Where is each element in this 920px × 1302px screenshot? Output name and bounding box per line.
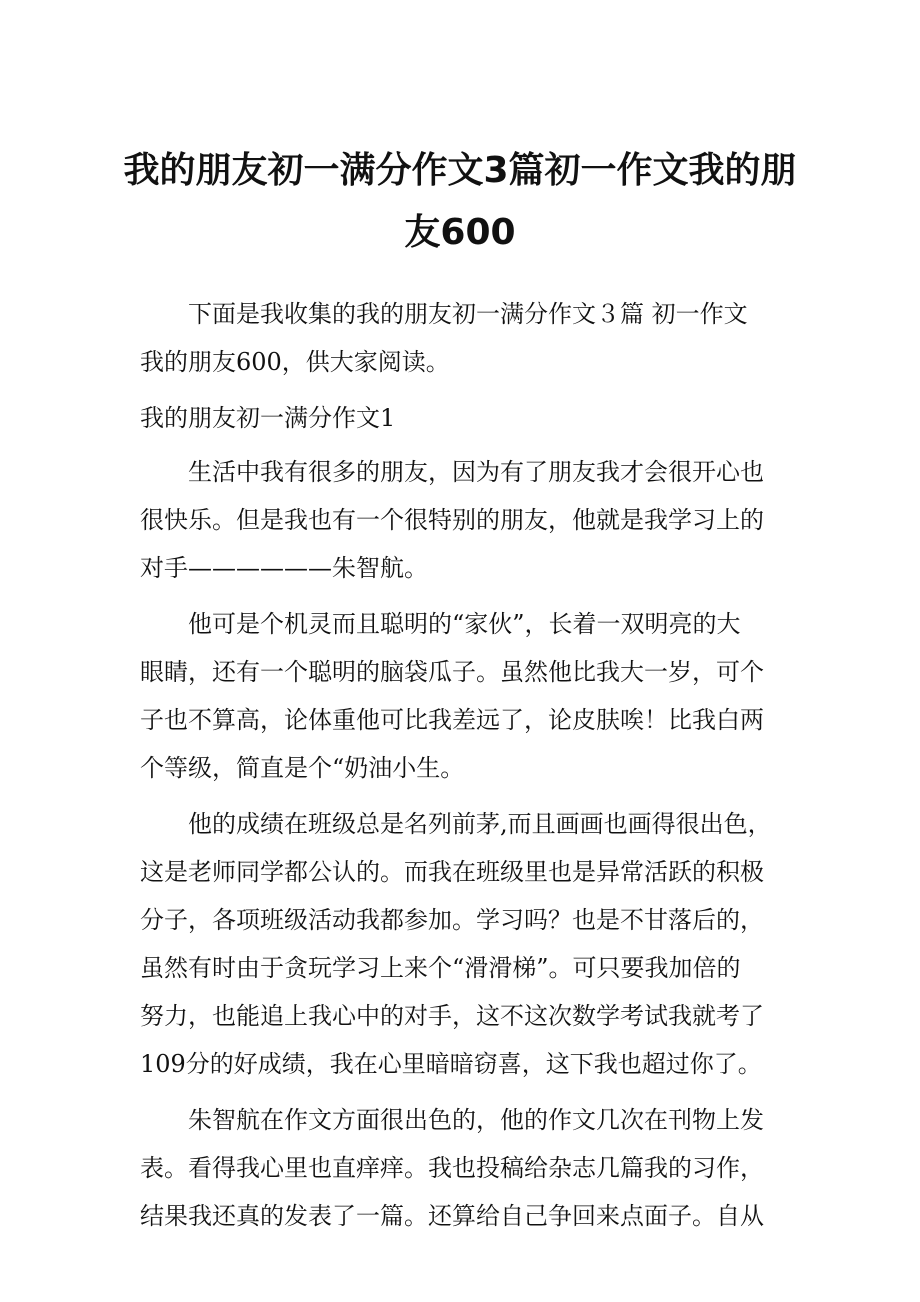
title-line-1: 我的朋友初一满分作文3篇初一作文我的朋 xyxy=(123,150,797,191)
paragraph-4 xyxy=(140,1096,780,1240)
paragraph-line: 努力，也能追上我心中的对手，这不这次数学考试我就考了 xyxy=(140,1002,764,1030)
paragraph-2 xyxy=(140,600,780,792)
document-body xyxy=(140,290,780,1248)
paragraph-line: 他可是个机灵而且聪明的“家伙”，长着一双明亮的大 xyxy=(188,610,741,638)
paragraph-line: 眼睛，还有一个聪明的脑袋瓜子。虽然他比我大一岁，可个 xyxy=(140,658,764,686)
intro-line: 下面是我收集的我的朋友初一满分作文３篇 初一作文 xyxy=(188,300,748,328)
intro-line: 我的朋友600，供大家阅读。 xyxy=(140,348,450,376)
paragraph-line: 生活中我有很多的朋友，因为有了朋友我才会很开心也 xyxy=(188,458,764,486)
paragraph-3 xyxy=(140,800,780,1088)
paragraph-line: 虽然有时由于贪玩学习上来个“滑滑梯”。可只要我加倍的 xyxy=(140,954,741,982)
title-line-2: 友600 xyxy=(404,212,516,253)
section-heading: 我的朋友初一满分作文1 xyxy=(140,404,396,432)
paragraph-line: 分子，各项班级活动我都参加。学习吗？也是不甘落后的， xyxy=(140,906,764,934)
paragraph-line: 结果我还真的发表了一篇。还算给自己争回来点面子。自从 xyxy=(140,1202,764,1230)
document-title xyxy=(120,140,800,264)
intro-paragraph xyxy=(140,290,780,386)
paragraph-line: 很快乐。但是我也有一个很特别的朋友，他就是我学习上的 xyxy=(140,506,764,534)
paragraph-line: 朱智航在作文方面很出色的，他的作文几次在刊物上发 xyxy=(188,1106,764,1134)
paragraph-line: 对手——————朱智航。 xyxy=(140,554,428,582)
paragraph-line: 这是老师同学都公认的。而我在班级里也是异常活跃的积极 xyxy=(140,858,764,886)
paragraph-1 xyxy=(140,448,780,592)
paragraph-line: 他的成绩在班级总是名列前茅,而且画画也画得很出色， xyxy=(188,810,772,838)
paragraph-line: 109分的好成绩，我在心里暗暗窃喜，这下我也超过你了。 xyxy=(140,1050,762,1078)
paragraph-line: 子也不算高，论体重他可比我差远了，论皮肤唉！比我白两 xyxy=(140,706,764,734)
paragraph-line: 个等级，简直是个“奶油小生。 xyxy=(140,754,465,782)
paragraph-line: 表。看得我心里也直痒痒。我也投稿给杂志几篇我的习作， xyxy=(140,1154,764,1182)
